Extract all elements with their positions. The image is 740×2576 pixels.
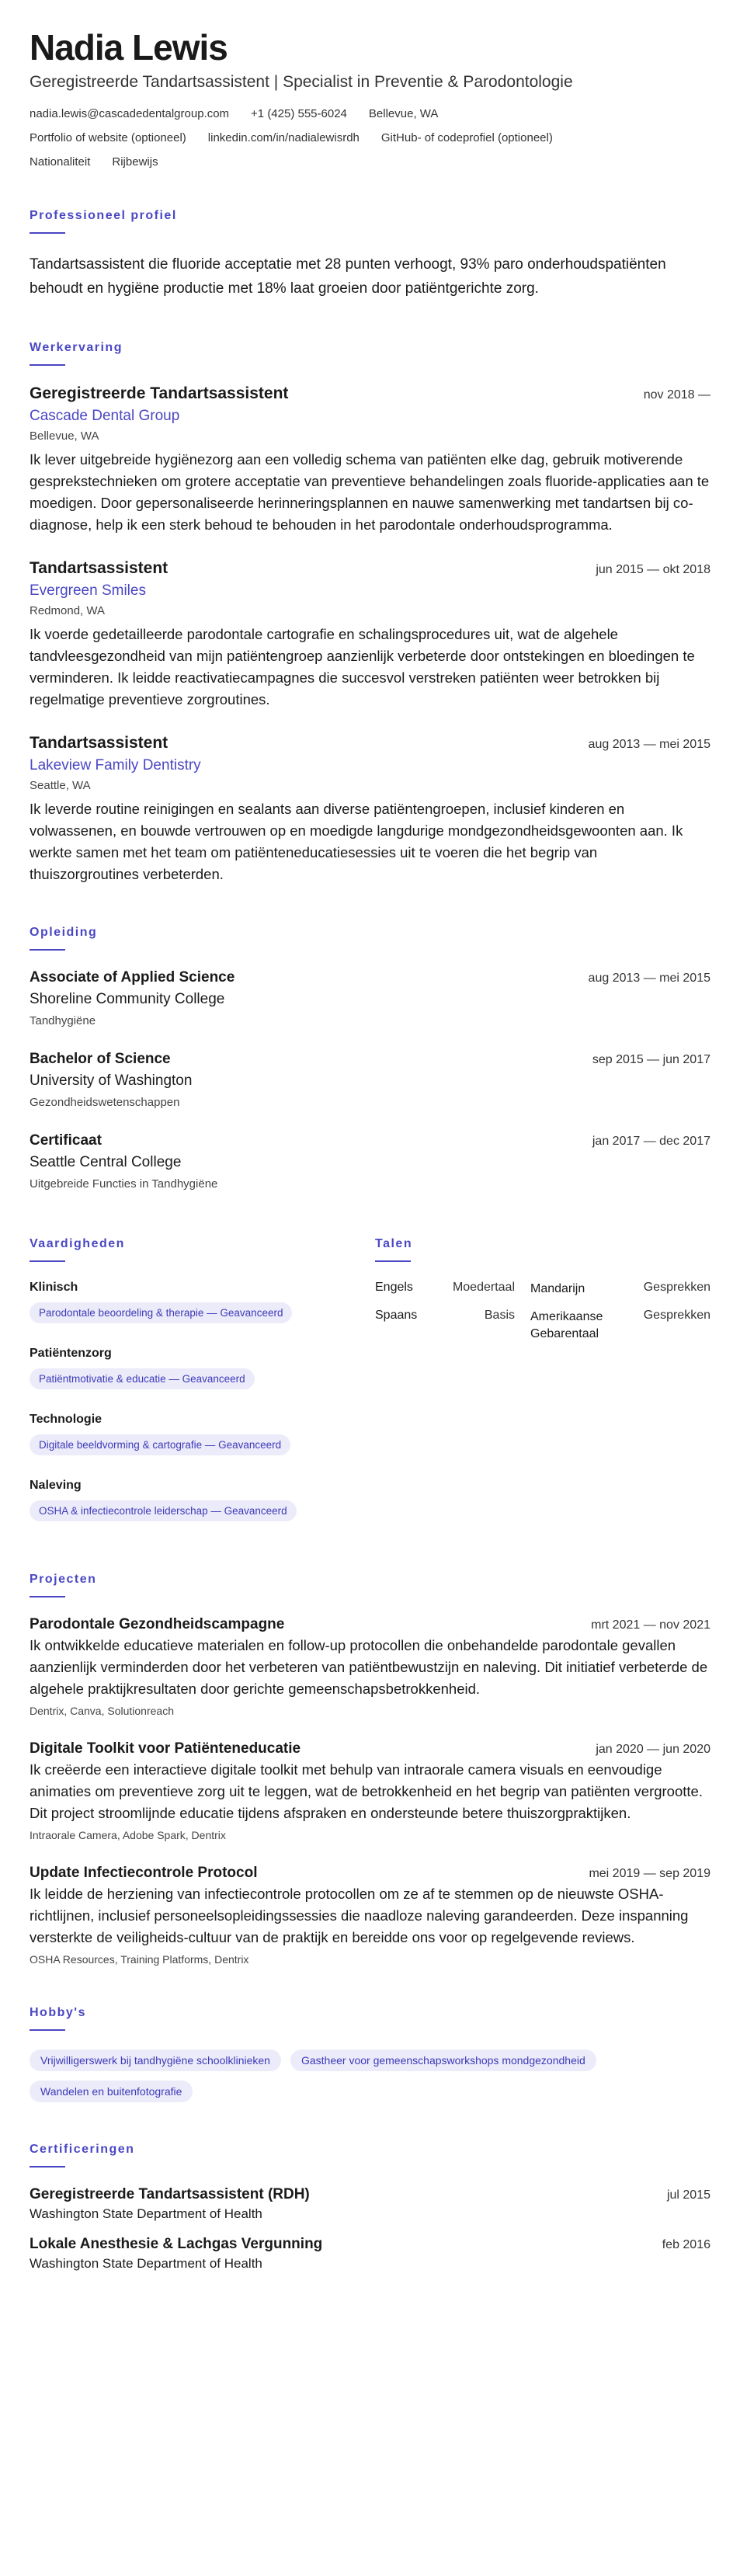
skill-category: Naleving (30, 1479, 82, 1492)
edu-school: University of Washington (30, 1072, 193, 1089)
project-description: Ik ontwikkelde educatieve materialen en follow-up protocollen die onbehandelde parodontale gevallen aanzienlijk verminderden door het verbeteren van patiëntbewustzijn en naleving. Dit initiatief verbeterde de algehele praktijkresultaten door gerichte gemeenschapsbetrokkenheid. (30, 1637, 708, 1697)
cert-name: Geregistreerde Tandartsassistent (RDH) (30, 2186, 310, 2202)
contact-email[interactable]: nadia.lewis@cascadedentalgroup.com (30, 107, 230, 120)
job-dates: jun 2015 — okt 2018 (596, 563, 710, 576)
section-divider (30, 2029, 65, 2031)
contact-portfolio[interactable]: Portfolio of website (optioneel) (30, 131, 186, 144)
section-title-certifications: Certificeringen (30, 2143, 135, 2156)
profile-summary: Tandartsassistent die fluoride acceptatie met 28 punten verhoogt, 93% paro onderhoudspatiënten behoudt en hygiëne productie met 18% laat groeien door patiëntgerichte zorg. (30, 256, 666, 297)
skill-group (30, 1347, 375, 1396)
job-entry (30, 734, 710, 885)
contact-linkedin[interactable]: linkedin.com/in/nadialewisrdh (207, 131, 360, 144)
skill-category: Klinisch (30, 1281, 78, 1294)
edu-degree: Certificaat (30, 1132, 102, 1149)
skill-group (30, 1413, 375, 1462)
edu-school: Seattle Central College (30, 1154, 182, 1170)
job-description: Ik lever uitgebreide hygiënezorg aan een volledig schema van patiënten elke dag, gebruik motiverende gesprekstechnieken om grotere acceptatie van preventieve behandelingen zoals fluoride-applicaties aan te moedigen. Door gepersonaliseerde herinneringsplannen en nauwe samenwerking met tandartsen bij co-diagnose, help ik een sterk behoud te behouden in het parodontale onderhoudsprogramma. (30, 451, 710, 533)
project-description: Ik leidde de herziening van infectiecontrole protocollen om ze af te stemmen op de nieuwste OSHA-richtlijnen, inclusief personeelsopleidingssessies die naadloze naleving garandeerden. Deze inspanning versterkte de veiligheids-cultuur van de praktijk en bereidde ons voor op regelgevende reviews. (30, 1886, 689, 1945)
cert-date: jul 2015 (666, 2188, 710, 2202)
education-entry (30, 1051, 710, 1109)
project-entry (30, 1616, 710, 1717)
project-title: Digitale Toolkit voor Patiënteneducatie (30, 1740, 301, 1757)
contact-github[interactable]: GitHub- of codeprofiel (optioneel) (380, 131, 553, 144)
job-entry (30, 559, 710, 711)
contact-row-links (30, 131, 710, 144)
section-title-hobbies: Hobby's (30, 2006, 86, 2019)
edu-field: Uitgebreide Functies in Tandhygiëne (30, 1177, 218, 1191)
section-divider (30, 1596, 65, 1597)
language-level: Gesprekken (643, 1281, 710, 1294)
hobby-pill: Gastheer voor gemeenschapsworkshops mondgezondheid (290, 2049, 596, 2071)
certification-entry (30, 2236, 710, 2272)
job-entry (30, 384, 710, 536)
cert-issuer: Washington State Department of Health (30, 2256, 262, 2271)
project-dates: mrt 2021 — nov 2021 (591, 1618, 710, 1632)
cert-date: feb 2016 (662, 2238, 710, 2251)
hobby-pill: Wandelen en buitenfotografie (30, 2081, 193, 2102)
section-title-profile: Professioneel profiel (30, 209, 177, 222)
language-name: Mandarijn (530, 1282, 585, 1295)
project-title: Update Infectiecontrole Protocol (30, 1865, 258, 1881)
cert-issuer: Washington State Department of Health (30, 2206, 262, 2221)
project-tools: Intraorale Camera, Adobe Spark, Dentrix (30, 1829, 226, 1841)
edu-field: Gezondheidswetenschappen (30, 1096, 180, 1109)
skill-category: Patiëntenzorg (30, 1347, 112, 1360)
project-entry (30, 1865, 710, 1966)
skill-category: Technologie (30, 1413, 102, 1426)
section-divider (30, 949, 65, 951)
job-title: Tandartsassistent (30, 559, 168, 577)
section-divider (30, 232, 65, 234)
contact-location: Bellevue, WA (368, 107, 439, 120)
contact-row (30, 107, 710, 120)
language-list (375, 1281, 710, 1343)
skill-pill: Patiëntmotivatie & educatie — Geavanceerd (30, 1368, 255, 1389)
job-location: Bellevue, WA (30, 429, 99, 443)
edu-dates: aug 2013 — mei 2015 (588, 972, 710, 985)
language-level: Moedertaal (452, 1281, 515, 1294)
skill-group (30, 1281, 375, 1330)
section-title-experience: Werkervaring (30, 341, 123, 354)
job-description: Ik voerde gedetailleerde parodontale cartografie en schalingsprocedures uit, wat de algehele tandvleesgezondheid van mijn patiëntengroep aanzienlijk verbeterde door ontstekingen en bloedingen te verminderen. Ik leidde reactivatiecampagnes die succesvol verstreken patiënten weer betrokken bij regelmatige preventieve zorgroutines. (30, 626, 695, 707)
job-location: Seattle, WA (30, 779, 91, 792)
job-company: Cascade Dental Group (30, 408, 180, 424)
job-dates: aug 2013 — mei 2015 (588, 738, 710, 751)
education-entry (30, 1132, 710, 1191)
section-divider (375, 1260, 411, 1262)
project-tools: Dentrix, Canva, Solutionreach (30, 1705, 174, 1717)
job-company: Lakeview Family Dentistry (30, 757, 201, 773)
cert-name: Lokale Anesthesie & Lachgas Vergunning (30, 2236, 323, 2252)
edu-dates: sep 2015 — jun 2017 (592, 1053, 710, 1066)
language-name: Spaans (375, 1309, 418, 1322)
project-dates: jan 2020 — jun 2020 (596, 1743, 710, 1756)
project-title: Parodontale Gezondheidscampagne (30, 1616, 285, 1632)
hobby-list (30, 2049, 710, 2112)
edu-school: Shoreline Community College (30, 991, 225, 1007)
job-dates: nov 2018 — (643, 388, 710, 402)
headline: Geregistreerde Tandartsassistent | Specialist in Preventie & Parodontologie (30, 73, 573, 91)
edu-dates: jan 2017 — dec 2017 (592, 1135, 710, 1148)
job-title: Geregistreerde Tandartsassistent (30, 384, 289, 402)
education-entry (30, 969, 710, 1027)
language-level: Gesprekken (643, 1309, 710, 1322)
contact-row-extra (30, 155, 710, 169)
job-title: Tandartsassistent (30, 734, 168, 752)
language-name: Engels (375, 1281, 413, 1294)
skill-pill: Digitale beeldvorming & cartografie — Geavanceerd (30, 1434, 290, 1455)
language-level: Basis (484, 1309, 515, 1322)
candidate-name: Nadia Lewis (30, 27, 228, 68)
contact-phone[interactable]: +1 (425) 555-6024 (251, 107, 347, 120)
edu-field: Tandhygiëne (30, 1014, 96, 1027)
skill-pill: Parodontale beoordeling & therapie — Geavanceerd (30, 1302, 292, 1323)
job-description: Ik leverde routine reinigingen en sealants aan diverse patiëntengroepen, inclusief kinderen en volwassenen, en bouwde vertrouwen op en moedigde langdurige mondgezondheidsgewoonten aan. Ik werkte samen met het team om patiënteneducatiesessies uit te voeren die het begrip van thuiszorgroutines verbeterden. (30, 801, 683, 882)
section-title-education: Opleiding (30, 926, 98, 939)
edu-degree: Associate of Applied Science (30, 969, 235, 986)
section-title-languages: Talen (375, 1237, 413, 1250)
section-title-projects: Projecten (30, 1573, 97, 1586)
job-company: Evergreen Smiles (30, 582, 146, 599)
job-location: Redmond, WA (30, 604, 105, 617)
project-description: Ik creëerde een interactieve digitale toolkit met behulp van intraorale camera visuals en eenvoudige animaties om preventieve zorg uit te leggen, wat de betrokkenheid en het begrip van patiënten vergrootte. Dit project stroomlijnde educatie tijdens afspraken en ondersteunde betere thuiszorgpraktijken. (30, 1761, 703, 1821)
section-divider (30, 364, 65, 366)
language-name: Amerikaanse Gebarentaal (530, 1310, 603, 1340)
contact-nationality: Nationaliteit (30, 155, 91, 169)
project-entry (30, 1740, 710, 1841)
project-dates: mei 2019 — sep 2019 (589, 1867, 710, 1880)
skill-pill: OSHA & infectiecontrole leiderschap — Geavanceerd (30, 1500, 297, 1521)
contact-license: Rijbewijs (112, 155, 158, 169)
section-divider (30, 1260, 65, 1262)
section-title-skills: Vaardigheden (30, 1237, 125, 1250)
skill-group (30, 1479, 375, 1528)
hobby-pill: Vrijwilligerswerk bij tandhygiëne schoolklinieken (30, 2049, 281, 2071)
project-tools: OSHA Resources, Training Platforms, Dentrix (30, 1953, 249, 1966)
certification-entry (30, 2186, 710, 2222)
skills-column (30, 1214, 375, 1545)
edu-degree: Bachelor of Science (30, 1051, 171, 1067)
section-divider (30, 2166, 65, 2168)
skills-languages (30, 1214, 710, 1545)
languages-column (375, 1214, 710, 1545)
